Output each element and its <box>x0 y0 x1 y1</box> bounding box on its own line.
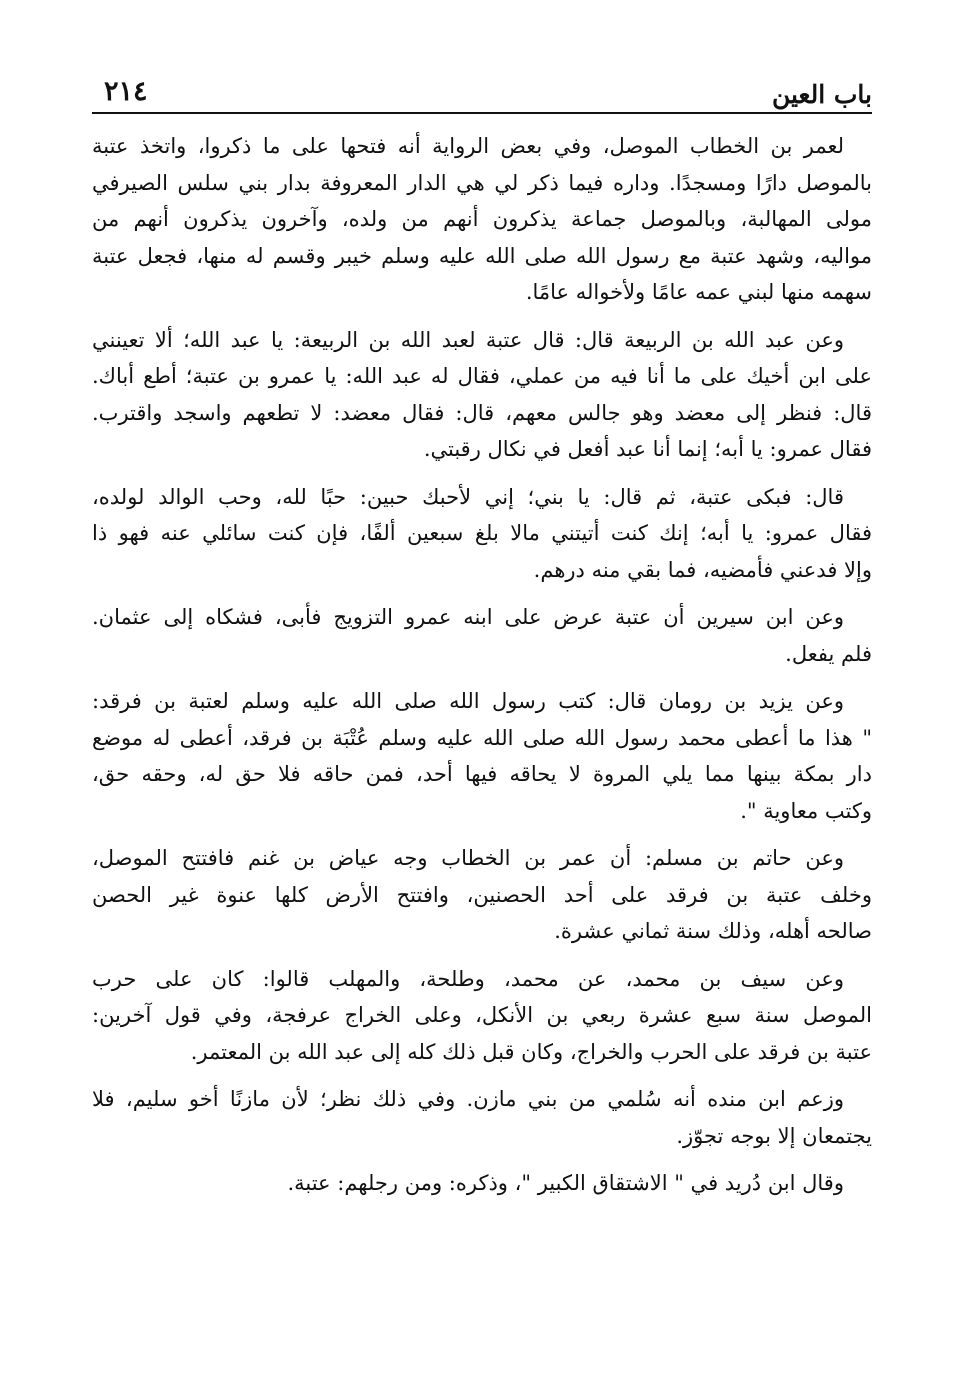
paragraph <box>92 322 872 468</box>
paragraph <box>92 840 872 950</box>
text-line: على ابن أخيك على ما أنا فيه من عملي، فقال له عبد الله: يا عمرو بن عتبة؛ أطع أباك. <box>92 364 872 388</box>
page-number: ٢١٤ <box>104 76 148 107</box>
text-line: سهمه منها لبني عمه عامًا ولأخواله عامًا. <box>525 280 872 304</box>
running-header <box>92 62 872 114</box>
text-line: يجتمعان إلا بوجه تجوّز. <box>676 1123 872 1148</box>
text-line: الموصل سنة سبع عشرة ربعي بن الأنكل، وعلى الخراج عرفجة، وفي قول آخرين: <box>92 1003 872 1027</box>
text-line: دار بمكة بينها مما يلي المروة لا يحاقه فيها أحد، فمن حاقه فلا حق له، وحقه حق، <box>92 762 872 786</box>
paragraph <box>92 683 872 829</box>
paragraph <box>92 599 872 672</box>
paragraph <box>92 1165 872 1202</box>
paragraph <box>92 479 872 589</box>
text-line: فقال عمرو: يا أبه؛ إنك كنت أتيتني مالا بلغ سبعين ألفًا، فإن كنت سائلي عنه فهو ذا <box>92 521 872 545</box>
text-line: فقال عمرو: يا أبه؛ إنما أنا عبد أفعل في نكال رقبتي. <box>423 437 872 461</box>
text-line: بالموصل دارًا ومسجدًا. وداره فيما ذكر لي هي الدار المعروفة بدار بني سلس الصيرفي <box>92 170 872 195</box>
text-line: قال: فبكى عتبة، ثم قال: يا بني؛ إني لأحبك حبين: حبًا لله، وحب الوالد لولده، <box>92 484 844 509</box>
text-line: وقال ابن دُريد في " الاشتقاق الكبير "، وذكره: ومن رجلهم: عتبة. <box>287 1171 844 1195</box>
text-line: فلم يفعل. <box>785 641 872 666</box>
text-line: " هذا ما أعطى محمد رسول الله صلى الله عليه وسلم عُتْبَة بن فرقد، أعطى له موضع <box>92 725 872 750</box>
page-body <box>92 128 872 1202</box>
text-line: مولى المهالبة، وبالموصل جماعة يذكرون أنهم من ولده، وآخرون يذكرون أنهم من <box>92 207 872 231</box>
book-page <box>92 62 872 1213</box>
text-line: وعن ابن سيرين أن عتبة عرض على ابنه عمرو التزويج فأبى، فشكاه إلى عثمان. <box>92 605 844 629</box>
text-line: وزعم ابن منده أنه سُلمي من بني مازن. وفي ذلك نظر؛ لأن مازنًا أخو سليم، فلا <box>92 1087 844 1111</box>
text-line: وعن حاتم بن مسلم: أن عمر بن الخطاب وجه عياض بن غنم فافتتح الموصل، <box>92 846 844 870</box>
text-line: عتبة بن فرقد على الحرب والخراج، وكان قبل ذلك كله إلى عبد الله بن المعتمر. <box>190 1039 872 1064</box>
text-line: لعمر بن الخطاب الموصل، وفي بعض الرواية أنه فتحها على ما ذكروا، واتخذ عتبة <box>92 134 844 158</box>
text-line: صالحه أهله، وذلك سنة ثماني عشرة. <box>554 919 872 943</box>
paragraph <box>92 1081 872 1154</box>
text-line: مواليه، وشهد عتبة مع رسول الله صلى الله عليه وسلم خيبر وقسم له منها، فجعل عتبة <box>92 243 872 268</box>
text-line: وعن يزيد بن رومان قال: كتب رسول الله صلى الله عليه وسلم لعتبة بن فرقد: <box>92 689 844 713</box>
text-line: وخلف عتبة بن فرقد على أحد الحصنين، وافتتح الأرض كلها عنوة غير الحصن <box>92 882 872 907</box>
paragraph <box>92 961 872 1071</box>
section-title: باب العين <box>771 80 872 109</box>
text-line: قال: فنظر إلى معضد وهو جالس معهم، قال: فقال معضد: لا تطعهم واسجد واقترب. <box>92 400 872 425</box>
text-line: وعن سيف بن محمد، عن محمد، وطلحة، والمهلب قالوا: كان على حرب <box>92 966 844 991</box>
text-line: وإلا فدعني فأمضيه، فما بقي منه درهم. <box>533 557 872 582</box>
text-line: وعن عبد الله بن الربيعة قال: قال عتبة لعبد الله بن الربيعة: يا عبد الله؛ ألا تعينني <box>92 327 844 352</box>
text-line: وكتب معاوية ". <box>740 798 872 823</box>
paragraph <box>92 128 872 311</box>
